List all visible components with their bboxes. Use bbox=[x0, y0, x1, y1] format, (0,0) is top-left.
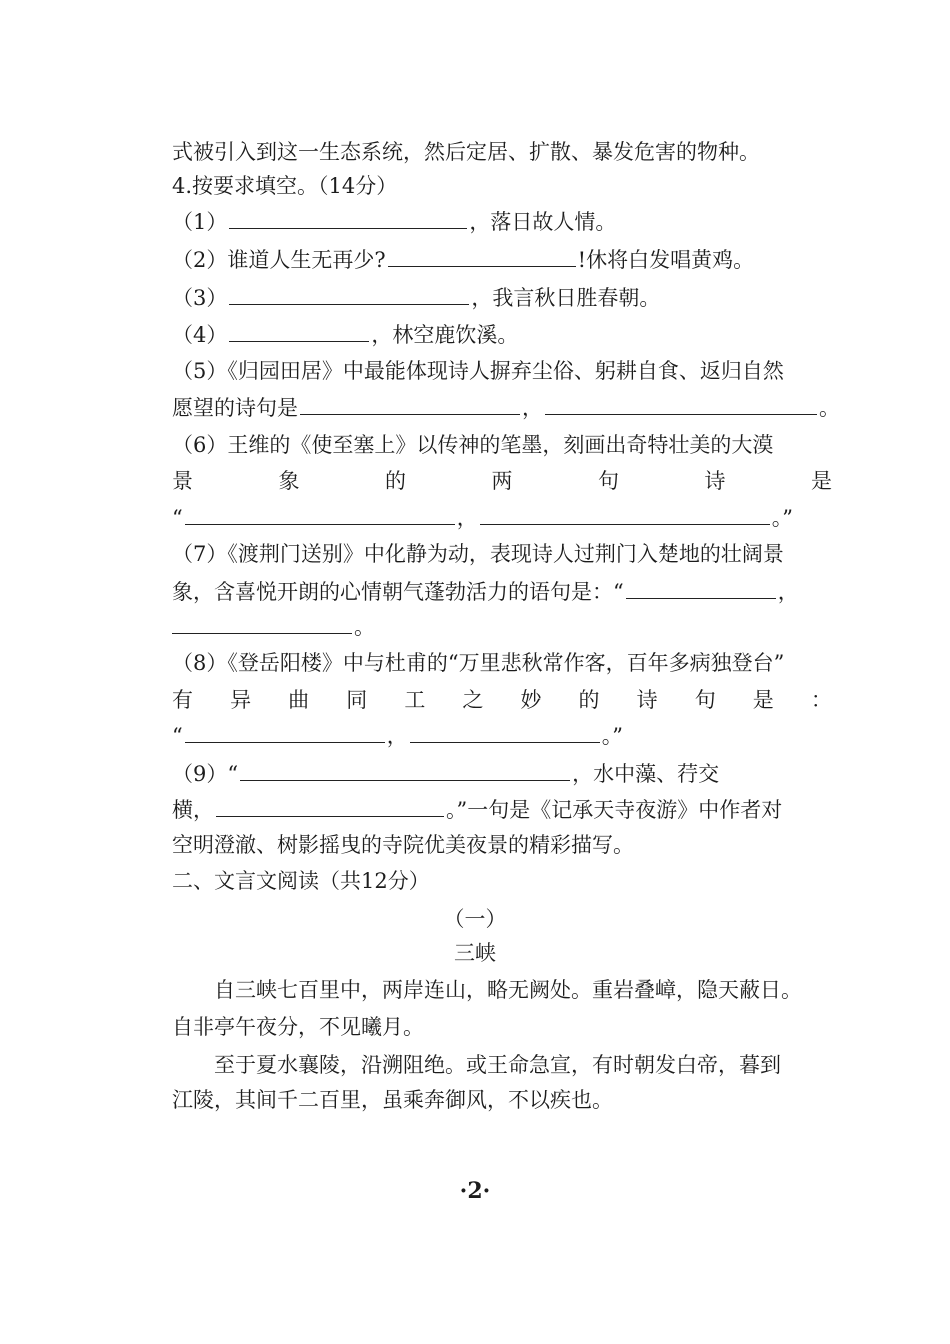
passage-p1-line2: 自非亭午夜分，不见曦月。 bbox=[172, 1015, 424, 1039]
q6-char: 是 bbox=[811, 469, 832, 493]
q8-char: 诗 bbox=[636, 688, 658, 712]
q1-number: （1） bbox=[172, 210, 228, 234]
q4-text: ，林空鹿饮溪。 bbox=[371, 323, 519, 347]
question-4-1 bbox=[172, 207, 832, 237]
question-4-8-line3 bbox=[172, 721, 832, 751]
q3-number: （3） bbox=[172, 286, 228, 310]
q6-end: 。” bbox=[771, 506, 793, 530]
sub-section-number: （一） bbox=[443, 907, 507, 931]
q3-text: ，我言秋日胜春朝。 bbox=[471, 286, 661, 310]
q6-char: 象 bbox=[278, 469, 300, 493]
q7-end: 。 bbox=[354, 615, 375, 639]
q5-text: 愿望的诗句是 bbox=[172, 396, 298, 420]
q1-text: ，落日故人情。 bbox=[469, 210, 617, 234]
question-4-4 bbox=[172, 320, 832, 350]
answer-blank[interactable] bbox=[229, 284, 469, 305]
q8-char: 曲 bbox=[288, 688, 310, 712]
q6-char: 的 bbox=[385, 469, 406, 493]
question-4-6-line3 bbox=[172, 503, 832, 533]
answer-blank[interactable] bbox=[185, 504, 455, 525]
q8-char: 同 bbox=[346, 688, 368, 712]
q9-text: （9）“ bbox=[172, 762, 239, 786]
question-4-heading: 4.按要求填空。（14分） bbox=[172, 174, 398, 198]
page-number: ·2· bbox=[459, 1178, 491, 1204]
q5-comma: ， bbox=[522, 396, 543, 420]
q9-text-end: ，水中藻、荇交 bbox=[572, 762, 720, 786]
q2-text-end: !休将白发唱黄鸡。 bbox=[577, 248, 755, 272]
text-line: 式被引入到这一生态系统，然后定居、扩散、暴发危害的物种。 bbox=[172, 140, 760, 164]
q8-char: 工 bbox=[404, 688, 426, 712]
question-4-5-line2 bbox=[172, 393, 840, 423]
passage-title: 三峡 bbox=[454, 941, 496, 965]
question-4-7-line2 bbox=[172, 577, 832, 607]
answer-blank[interactable] bbox=[172, 613, 352, 634]
passage-p2-line1: 至于夏水襄陵，沿溯阻绝。或王命急宣，有时朝发白帝，暮到 bbox=[214, 1053, 781, 1077]
q5-end: 。 bbox=[819, 396, 840, 420]
answer-blank[interactable] bbox=[545, 394, 817, 415]
q8-char: 有 bbox=[172, 688, 193, 712]
q9-line2-head: 横， bbox=[172, 798, 214, 822]
question-4-2 bbox=[172, 245, 832, 275]
question-4-8-line1: （8）《登岳阳楼》中与杜甫的“万里悲秋常作客，百年多病独登台” bbox=[172, 651, 785, 675]
q7-text: 象，含喜悦开朗的心情朝气蓬勃活力的语句是：“ bbox=[172, 580, 624, 604]
q8-char: ： bbox=[810, 688, 832, 712]
question-4-7-line3 bbox=[172, 612, 832, 642]
q6-char: 诗 bbox=[704, 469, 726, 493]
question-4-6-line2 bbox=[172, 466, 832, 496]
q8-char: 是 bbox=[752, 688, 774, 712]
answer-blank[interactable] bbox=[388, 246, 576, 267]
q6-char: 两 bbox=[491, 469, 513, 493]
question-4-3 bbox=[172, 283, 832, 313]
question-4-7-line1: （7）《渡荆门送别》中化静为动，表现诗人过荆门入楚地的壮阔景 bbox=[172, 542, 784, 566]
q8-comma: ， bbox=[386, 724, 408, 748]
q6-comma: ， bbox=[456, 506, 478, 530]
q4-number: （4） bbox=[172, 323, 228, 347]
section-2-heading: 二、文言文阅读（共12分） bbox=[172, 869, 430, 893]
question-4-9-line1 bbox=[172, 759, 832, 789]
q8-char: 句 bbox=[694, 688, 716, 712]
q2-text: （2）谁道人生无再少? bbox=[172, 248, 386, 272]
answer-blank[interactable] bbox=[240, 760, 570, 781]
q6-open-quote: “ bbox=[172, 506, 183, 530]
passage-p1-line1: 自三峡七百里中，两岸连山，略无阙处。重岩叠嶂，隐天蔽日。 bbox=[214, 978, 802, 1002]
q9-line2-tail: 。”一句是《记承天寺夜游》中作者对 bbox=[446, 798, 783, 822]
question-4-6-line1: （6）王维的《使至塞上》以传神的笔墨，刻画出奇特壮美的大漠 bbox=[172, 433, 774, 457]
answer-blank[interactable] bbox=[300, 394, 520, 415]
q8-char: 异 bbox=[230, 688, 252, 712]
answer-blank[interactable] bbox=[626, 578, 776, 599]
q8-char: 的 bbox=[578, 688, 600, 712]
passage-p2-line2: 江陵，其间千二百里，虽乘奔御风，不以疾也。 bbox=[172, 1088, 613, 1112]
answer-blank[interactable] bbox=[480, 504, 770, 525]
answer-blank[interactable] bbox=[410, 722, 600, 743]
answer-blank[interactable] bbox=[185, 722, 385, 743]
question-4-9-line3: 空明澄澈、树影摇曳的寺院优美夜景的精彩描写。 bbox=[172, 833, 634, 857]
q8-char: 妙 bbox=[520, 688, 542, 712]
question-4-5-line1: （5）《归园田居》中最能体现诗人摒弃尘俗、躬耕自食、返归自然 bbox=[172, 359, 784, 383]
q8-open-quote: “ bbox=[172, 724, 183, 748]
q6-char: 句 bbox=[598, 469, 619, 493]
question-4-9-line2 bbox=[172, 795, 832, 825]
answer-blank[interactable] bbox=[229, 321, 369, 342]
answer-blank[interactable] bbox=[216, 796, 444, 817]
q8-char: 之 bbox=[462, 688, 484, 712]
q6-char: 景 bbox=[172, 469, 193, 493]
q8-end: 。” bbox=[601, 724, 623, 748]
question-4-8-line2 bbox=[172, 685, 832, 715]
answer-blank[interactable] bbox=[229, 208, 467, 229]
q7-comma: ， bbox=[777, 580, 799, 604]
